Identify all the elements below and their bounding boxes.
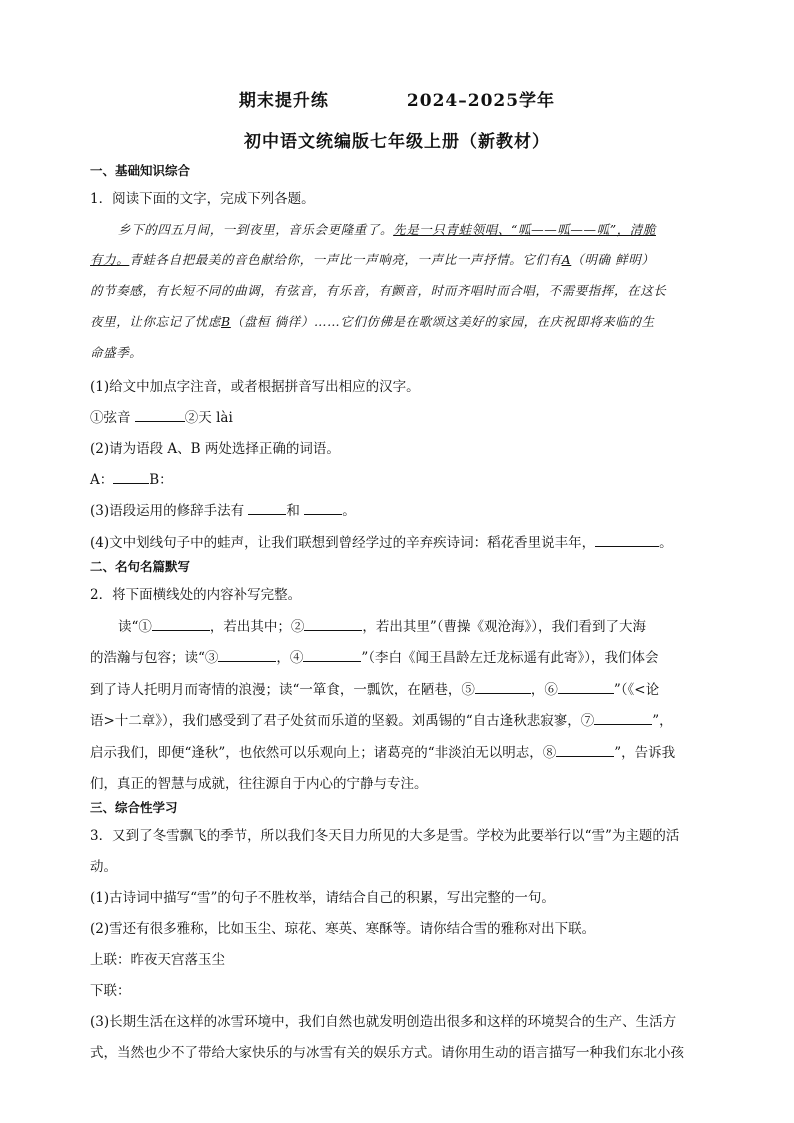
fill-line-3: 到了诗人托明月而寄情的浪漫；读“一箪食，一瓢饮，在陋巷，⑤ ，⑥ ”（《<论 [90, 682, 660, 698]
fill-line-6: 们，真正的智慧与成就，往往源自于内心的宁静与专注。 [90, 776, 428, 792]
answer-blank[interactable] [135, 410, 185, 422]
page-subtitle: 初中语文统编版七年级上册（新教材） [244, 132, 550, 152]
sub-answer-1-2: A： B： [90, 472, 173, 488]
sub-question-1-1: (1)给文中加点字注音，或者根据拼音写出相应的汉字。 [90, 379, 420, 395]
answer-blank[interactable] [304, 503, 342, 515]
section-heading-2: 二、名句名篇默写 [90, 559, 191, 574]
sub-question-1-3: (3)语段运用的修辞手法有 和 。 [90, 503, 356, 519]
answer-blank[interactable] [595, 535, 659, 547]
answer-blank-5[interactable] [475, 682, 531, 694]
question-3-line-2: 动。 [90, 859, 117, 875]
sub-question-1-2: (2)请为语段 A、B 两处选择正确的词语。 [90, 441, 340, 457]
fill-line-4: 语>十二章》），我们感受到了君子处贫而乐道的坚毅。刘禹锡的“自古逢秋悲寂寥，⑦ ”， [90, 713, 673, 729]
fill-line-2: 的浩瀚与包容；读“③ ，④ ”（李白《闻王昌龄左迁龙标遥有此寄》），我们体会 [90, 650, 659, 666]
sub-question-3-3-line-2: 式，当然也少不了带给大家快乐的与冰雪有关的娱乐方式。请你用生动的语言描写一种我们东北小孩 [90, 1045, 684, 1061]
question-3-line-1: 3．又到了冬雪飘飞的季节，所以我们冬天目力所见的大多是雪。学校为此要举行以“雪”为主题的活 [90, 828, 680, 844]
answer-blank-6[interactable] [558, 682, 614, 694]
question-1: 1．阅读下面的文字，完成下列各题。 [90, 191, 315, 207]
fill-line-1: 读“① ，若出其中；② ，若出其里”（曹操《观沧海》），我们看到了大海 [118, 619, 647, 635]
answer-blank-7[interactable] [594, 713, 652, 725]
answer-blank-2[interactable] [304, 619, 362, 631]
page-title [0, 86, 794, 111]
section-heading-1: 一、基础知识综合 [90, 163, 191, 178]
sub-question-1-4: (4)文中划线句子中的蛙声，让我们联想到曾经学过的辛弃疾诗词：稻花香里说丰年， 。 [90, 535, 673, 551]
title-right: 2024–2025学年 [406, 91, 556, 111]
answer-blank-3[interactable] [218, 650, 276, 662]
answer-blank-8[interactable] [556, 745, 614, 757]
couplet-upper: 上联：昨夜天宫落玉尘 [90, 952, 225, 968]
passage-line-2: 有力。青蛙各自把最美的音色献给你，一声比一声响亮，一声比一声抒情。它们有A（明确 鲜明） [90, 252, 655, 267]
passage-line-1: 乡下的四五月间，一到夜里，音乐会更隆重了。先是一只青蛙领唱、“呱——呱——呱”，清脆 [118, 222, 656, 237]
fill-line-5: 启示我们，即便“逢秋”，也依然可以乐观向上；诸葛亮的“非淡泊无以明志，⑧ ”，告诉我 [90, 745, 676, 761]
couplet-lower: 下联： [90, 983, 131, 999]
answer-blank-a[interactable] [113, 472, 149, 484]
answer-blank-4[interactable] [303, 650, 361, 662]
passage-line-4: 夜里，让你忘记了忧虑B（盘桓 徜徉）……它们仿佛是在歌颂这美好的家园，在庆祝即将来临的生 [90, 314, 655, 329]
passage-line-5: 命盛季。 [90, 345, 143, 360]
section-heading-3: 三、综合性学习 [90, 800, 178, 815]
title-left: 期末提升练 [238, 91, 329, 111]
sub-question-3-2: (2)雪还有很多雅称，比如玉尘、琼花、寒英、寒酥等。请你结合雪的雅称对出下联。 [90, 921, 596, 937]
question-2: 2．将下面横线处的内容补写完整。 [90, 587, 302, 603]
sub-question-3-1: (1)古诗词中描写“雪”的句子不胜枚举，请结合自己的积累，写出完整的一句。 [90, 890, 555, 906]
sub-answer-1-1: ①弦音 ②天 lài [90, 410, 233, 426]
passage-line-3: 的节奏感，有长短不同的曲调，有弦音，有乐音，有颤音，时而齐唱时而合唱，不需要指挥，在这长 [90, 283, 667, 298]
sub-question-3-3-line-1: (3)长期生活在这样的冰雪环境中，我们自然也就发明创造出很多和这样的环境契合的生产、生活方 [90, 1014, 677, 1030]
answer-blank[interactable] [248, 503, 286, 515]
answer-blank-1[interactable] [152, 619, 210, 631]
